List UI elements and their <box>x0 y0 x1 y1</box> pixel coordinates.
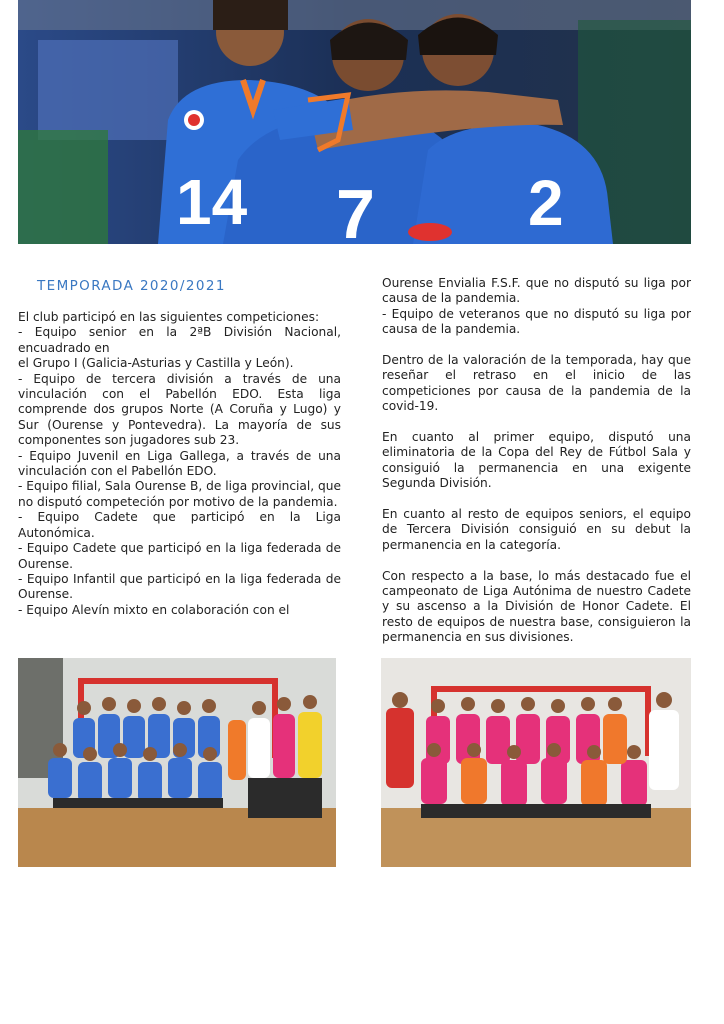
season-heading: TEMPORADA 2020/2021 <box>37 278 226 294</box>
list-item-cadete-autonomica: - Equipo Cadete que participó en la Liga Autonómica. <box>18 510 341 540</box>
list-item-infantil: - Equipo Infantil que participó en la liga federada de Ourense. <box>18 571 341 602</box>
paragraph-intro: El club participó en las siguientes competiciones: <box>18 310 320 324</box>
jersey-number-3: 2 <box>528 167 564 239</box>
paragraph-seniors: En cuanto al resto de equipos seniors, el equipo de Tercera División consiguió en su debut la permanencia en la categoría. <box>382 507 691 552</box>
left-text-column <box>18 310 341 618</box>
team-photo-senior-illustration <box>18 658 336 867</box>
jersey-number-2: 7 <box>336 175 375 244</box>
team-photo-senior <box>18 658 336 867</box>
hero-players-illustration <box>18 0 691 244</box>
paragraph-primer-equipo: En cuanto al primer equipo, disputó una eliminatoria de la Copa del Rey de Fútbol Sala y consiguió la permanencia en una exigente Segunda División. <box>382 430 691 491</box>
paragraph-valoracion: Dentro de la valoración de la temporada, hay que reseñar el retraso en el inicio de las competiciones por causa de la pandemia de la covid-19. <box>382 353 691 414</box>
list-item-veteranos: - Equipo de veteranos que no disputó su liga por causa de la pandemia. <box>382 306 691 337</box>
list-item-tercera: - Equipo de tercera división a través de una vinculación con el Pabellón EDO. Esta liga comprende dos grupos Norte (A Coruña y Lugo) y Sur (Ourense y Pontevedra). La mayoría de sus componentes son jugadores sub 23. <box>18 371 341 448</box>
list-item-cadete-ourense: - Equipo Cadete que participó en la liga federada de Ourense. <box>18 541 341 571</box>
team-photo-cadete-illustration <box>381 658 691 867</box>
list-item-senior: - Equipo senior en la 2ªB División Nacional, encuadrado en <box>18 325 341 355</box>
list-item-filial: - Equipo filial, Sala Ourense B, de liga provincial, que no disputó competeción por motivo de la pandemia. <box>18 479 341 509</box>
paragraph-base: Con respecto a la base, lo más destacado fue el campeonato de Liga Autónima de nuestro Cadete y su ascenso a la División de Honor Cadete. El resto de equipos de nuestra base, consiguieron la permanencia en sus divisiones. <box>382 568 691 645</box>
team-photo-cadete <box>381 658 691 867</box>
paragraph-alevin-cont: Ourense Envialia F.S.F. que no disputó su liga por causa de la pandemia. <box>382 276 691 306</box>
list-item-juvenil: - Equipo Juvenil en Liga Gallega, a través de una vinculación con el Pabellón EDO. <box>18 448 341 479</box>
jersey-number-1: 14 <box>176 166 248 238</box>
list-item-senior-group: el Grupo I (Galicia-Asturias y Castilla y León). <box>18 356 294 371</box>
list-item-alevin: - Equipo Alevín mixto en colaboración con el <box>18 602 290 617</box>
hero-photo <box>18 0 691 244</box>
right-text-column <box>382 276 691 646</box>
